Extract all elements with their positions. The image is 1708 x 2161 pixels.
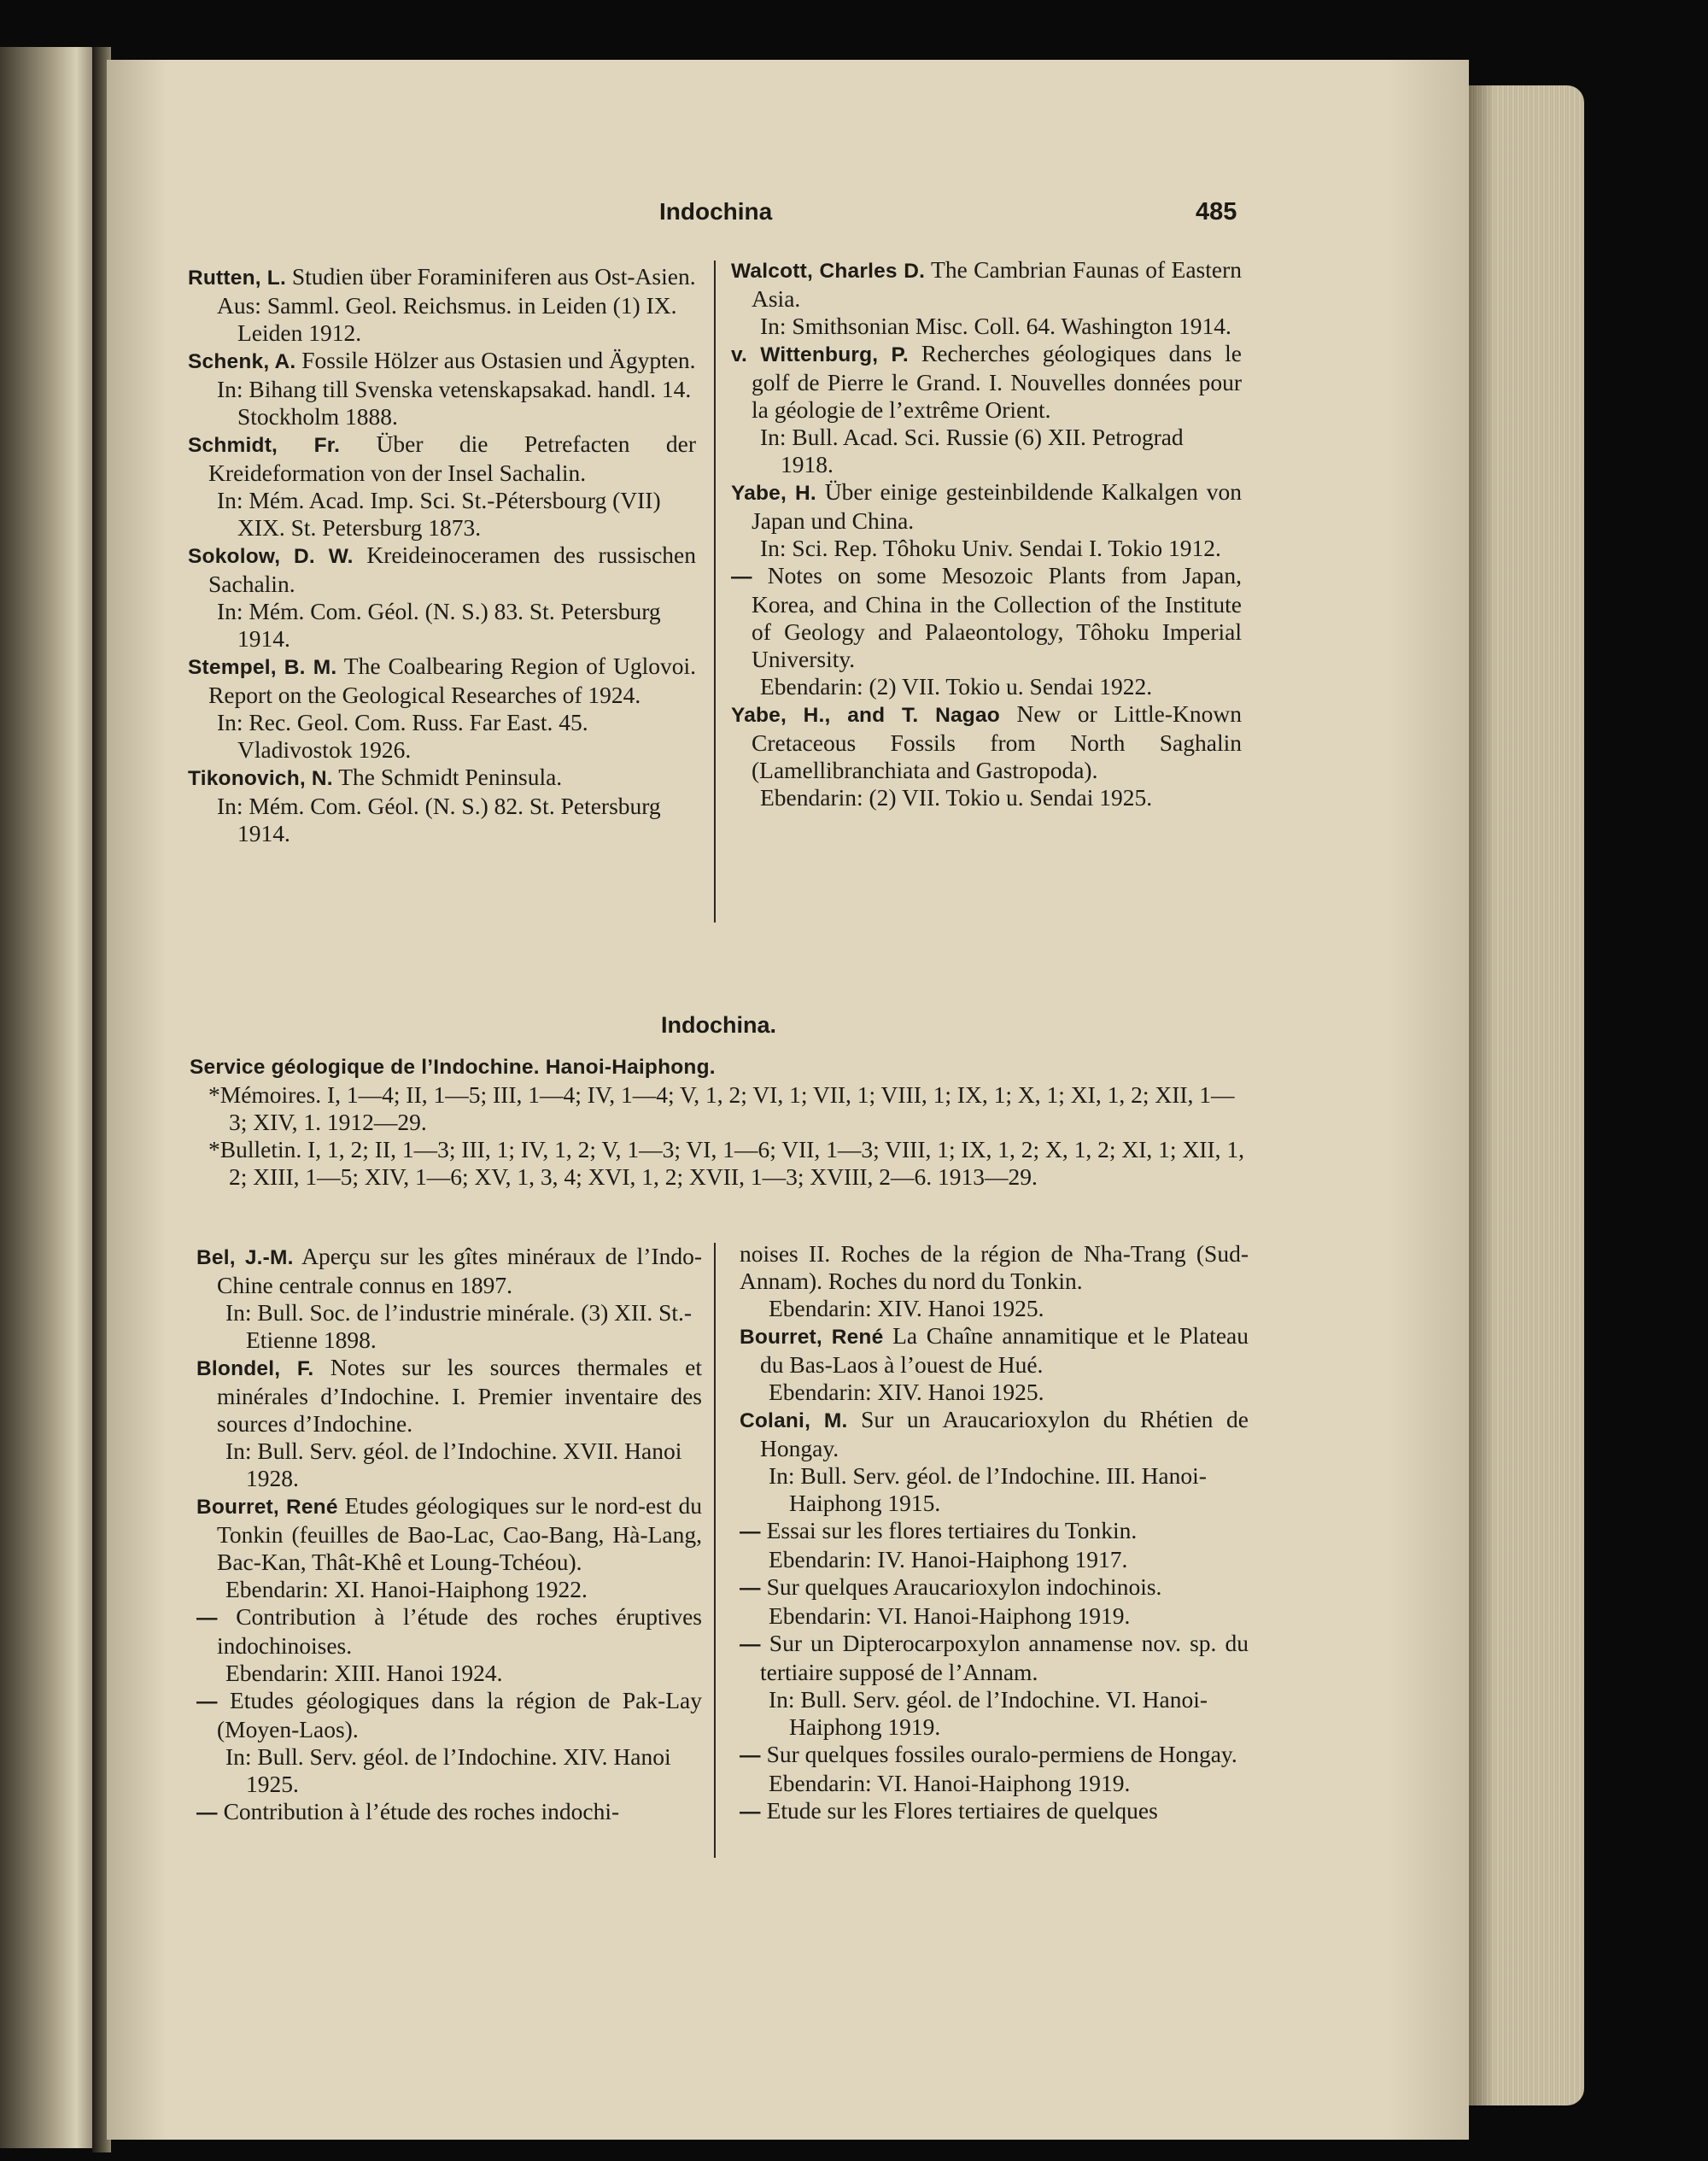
entry-source: Ebendarin: (2) VII. Tokio u. Sendai 1925. xyxy=(760,784,1153,811)
entry-source: In: Bihang till Svenska vetenskapsakad. handl. 14. Stockholm 1888. xyxy=(217,376,692,430)
bib-entry xyxy=(188,347,696,376)
bib-entry xyxy=(196,1492,702,1576)
facing-page-edge xyxy=(0,47,96,2148)
entry-title: La Chaîne annamitique et le Plateau du Bas-Laos à l’ouest de Hué. xyxy=(760,1322,1249,1378)
entry-author: — xyxy=(196,1690,218,1713)
entry-title: Notes sur les sources thermales et minérales d’Indochine. I. Premier inventaire des sources d’Indochine. xyxy=(217,1354,702,1437)
entry-source: In: Mém. Com. Géol. (N. S.) 83. St. Petersburg 1914. xyxy=(217,598,661,652)
entry-title: Notes on some Mesozoic Plants from Japan, Korea, and China in the Collection of the Institute of Geology and Palaeontology, Tôhoku Imperial University. xyxy=(752,562,1243,672)
entry-source: Ebendarin: VI. Hanoi-Haiphong 1919. xyxy=(769,1770,1131,1796)
bib-entry xyxy=(740,1630,1249,1686)
entry-source: In: Bull. Acad. Sci. Russie (6) XII. Petrograd 1918. xyxy=(760,424,1184,477)
entry-title: Etude sur les Flores tertiaires de quelques xyxy=(766,1797,1158,1824)
entry-title: Aperçu sur les gîtes minéraux de l’Indo-Chine centrale connus en 1897. xyxy=(217,1243,703,1298)
entry-title: Kreideinoceramen des russischen Sachalin. xyxy=(208,542,697,597)
entry-source: Ebendarin: (2) VII. Tokio u. Sendai 1922. xyxy=(760,673,1153,700)
entry-title: Sur quelques Araucarioxylon indochinois. xyxy=(766,1573,1162,1600)
bib-entry xyxy=(740,1322,1249,1379)
entry-author: Bel, J.-M. xyxy=(196,1246,294,1269)
entry-title: The Coalbearing Region of Uglovoi. Report on the Geological Researches of 1924. xyxy=(208,653,696,708)
bib-entry xyxy=(196,1687,702,1743)
bib-entry xyxy=(740,1573,1249,1602)
entry-title: Contribution à l’étude des roches éruptives indochinoises. xyxy=(217,1603,702,1659)
entry-title: Contribution à l’étude des roches indochi- xyxy=(223,1798,620,1824)
bib-entry xyxy=(731,700,1242,784)
top-left-column xyxy=(188,263,696,847)
entry-author: — xyxy=(740,1520,761,1543)
entry-source: In: Mém. Com. Géol. (N. S.) 82. St. Petersburg 1914. xyxy=(217,793,661,846)
entry-author: Yabe, H. xyxy=(731,482,816,505)
entry-source: Ebendarin: IV. Hanoi-Haiphong 1917. xyxy=(769,1546,1128,1572)
entry-source: Ebendarin: XIV. Hanoi 1925. xyxy=(769,1379,1044,1405)
entry-title: New or Little-Known Cretaceous Fossils from North Saghalin (Lamellibranchiata and Gastropoda). xyxy=(752,700,1243,783)
entry-title: Studien über Foraminiferen aus Ost-Asien. xyxy=(291,263,696,290)
entry-title: Recherches géologiques dans le golf de Pierre le Grand. I. Nouvelles données pour la géologie de l’extrême Orient. xyxy=(752,340,1242,423)
bib-entry xyxy=(740,1517,1249,1546)
service-bulletin: *Bulletin. I, 1, 2; II, 1—3; III, 1; IV, 1, 2; V, 1—3; VI, 1—6; VII, 1—3; VIII, 1; IX, 1, 2; X, 1, 2; XI, 1; XII, 1, 2; XIII, 1—5; XIV, 1—6; XV, 1, 3, 4; XVI, 1, 2; XVII, 1—3; XVIII, 2—6. 1913—29. xyxy=(208,1136,1244,1190)
entry-source: Aus: Samml. Geol. Reichsmus. in Leiden (1) IX. Leiden 1912. xyxy=(217,292,677,346)
bib-entry xyxy=(196,1798,702,1827)
entry-author: Sokolow, D. W. xyxy=(188,545,354,568)
service-block xyxy=(190,1052,1249,1191)
bib-entry xyxy=(188,263,696,292)
column-rule-bottom xyxy=(714,1243,716,1858)
entry-title: Über einige gesteinbildende Kalkalgen von Japan und China. xyxy=(752,478,1243,534)
entry-author: — xyxy=(740,1744,761,1767)
entry-author: v. Wittenburg, P. xyxy=(731,343,909,366)
entry-source: In: Bull. Serv. géol. de l’Indochine. XIV. Hanoi 1925. xyxy=(225,1743,671,1797)
top-right-column xyxy=(731,256,1242,811)
service-name: Service géologique de l’Indochine. Hanoi-Haiphong. xyxy=(190,1056,716,1079)
entry-source: Ebendarin: VI. Hanoi-Haiphong 1919. xyxy=(769,1602,1131,1629)
entry-author: Yabe, H., and T. Nagao xyxy=(731,704,1000,727)
entry-source: In: Bull. Serv. géol. de l’Indochine. VI. Hanoi-Haiphong 1919. xyxy=(769,1686,1208,1740)
entry-author: Stempel, B. M. xyxy=(188,656,337,679)
entry-author: Colani, M. xyxy=(740,1409,848,1432)
entry-author: Bourret, René xyxy=(740,1326,884,1349)
bib-entry xyxy=(188,430,696,487)
running-head-title: Indochina xyxy=(659,198,773,225)
bib-entry xyxy=(731,562,1242,673)
entry-author: — xyxy=(740,1633,761,1656)
continued-entry-text: noises II. Roches de la région de Nha-Trang (Sud-Annam). Roches du nord du Tonkin. xyxy=(740,1240,1249,1294)
entry-author: — xyxy=(196,1801,218,1824)
entry-source: Ebendarin: XI. Hanoi-Haiphong 1922. xyxy=(225,1576,588,1602)
entry-source: In: Sci. Rep. Tôhoku Univ. Sendai I. Tokio 1912. xyxy=(760,535,1221,561)
entry-author: Schmidt, Fr. xyxy=(188,434,341,457)
page-stack-shadow xyxy=(1469,85,1494,2105)
entry-source: Ebendarin: XIII. Hanoi 1924. xyxy=(225,1660,503,1686)
continued-entry-source: Ebendarin: XIV. Hanoi 1925. xyxy=(769,1295,1044,1321)
entry-title: The Cambrian Faunas of Eastern Asia. xyxy=(752,256,1242,312)
entry-title: Sur quelques fossiles ouralo-permiens de Hongay. xyxy=(766,1741,1237,1767)
entry-title: Über die Petrefacten der Kreideformation von der Insel Sachalin. xyxy=(208,430,697,486)
bib-entry xyxy=(196,1354,702,1438)
entry-title: Fossile Hölzer aus Ostasien und Ägypten. xyxy=(301,347,696,373)
entry-title: Sur un Dipterocarpoxylon annamense nov. sp. du tertiaire supposé de l’Annam. xyxy=(760,1630,1249,1685)
bib-entry xyxy=(731,256,1242,313)
entry-title: Etudes géologiques dans la région de Pak-Lay (Moyen-Laos). xyxy=(217,1687,702,1742)
service-memoires: *Mémoires. I, 1—4; II, 1—5; III, 1—4; IV, 1—4; V, 1, 2; VI, 1; VII, 1; VIII, 1; IX, 1; X, 1; XI, 1, 2; XII, 1—3; XIV, 1. 1912—29. xyxy=(208,1081,1235,1135)
entry-source: In: Rec. Geol. Com. Russ. Far East. 45. Vladivostok 1926. xyxy=(217,709,588,763)
entry-author: Tikonovich, N. xyxy=(188,767,333,790)
entry-source: In: Smithsonian Misc. Coll. 64. Washington 1914. xyxy=(760,313,1231,339)
bib-entry xyxy=(196,1243,702,1299)
entry-source: In: Mém. Acad. Imp. Sci. St.-Pétersbourg (VII) XIX. St. Petersburg 1873. xyxy=(217,487,661,541)
bottom-left-column xyxy=(196,1243,702,1827)
entry-author: Schenk, A. xyxy=(188,350,296,373)
entry-author: — xyxy=(740,1801,761,1824)
entry-author: — xyxy=(740,1577,761,1600)
page-number: 485 xyxy=(1196,198,1237,225)
bib-entry xyxy=(740,1406,1249,1462)
bib-entry xyxy=(188,542,696,598)
entry-author: — xyxy=(731,565,752,589)
bib-entry xyxy=(740,1797,1249,1826)
entry-source: In: Bull. Serv. géol. de l’Indochine. XVII. Hanoi 1928. xyxy=(225,1438,682,1491)
entry-author: Bourret, René xyxy=(196,1496,338,1519)
bib-entry xyxy=(731,478,1242,535)
entry-source: In: Bull. Serv. géol. de l’Indochine. III. Hanoi-Haiphong 1915. xyxy=(769,1462,1207,1516)
column-rule-top xyxy=(714,261,716,922)
bib-entry xyxy=(196,1603,702,1660)
bottom-right-column xyxy=(740,1240,1249,1826)
entry-source: In: Bull. Soc. de l’industrie minérale. (3) XII. St.-Etienne 1898. xyxy=(225,1299,693,1353)
bottom-right-entries xyxy=(740,1322,1249,1826)
entry-title: Etudes géologiques sur le nord-est du Tonkin (feuilles de Bao-Lac, Cao-Bang, Hà-Lang, Bac-Kan, Thât-Khê et Loung-Tchéou). xyxy=(217,1492,702,1575)
entry-author: Walcott, Charles D. xyxy=(731,260,926,283)
bib-entry xyxy=(740,1741,1249,1770)
entry-author: Blondel, F. xyxy=(196,1357,314,1380)
bib-entry xyxy=(731,340,1242,424)
entry-author: Rutten, L. xyxy=(188,266,286,290)
section-title: Indochina. xyxy=(661,1012,776,1038)
bib-entry xyxy=(188,653,696,709)
bib-entry xyxy=(188,764,696,793)
entry-title: Essai sur les flores tertiaires du Tonkin. xyxy=(766,1517,1138,1543)
entry-author: — xyxy=(196,1607,218,1630)
entry-title: The Schmidt Peninsula. xyxy=(338,764,563,790)
entry-title: Sur un Araucarioxylon du Rhétien de Hongay. xyxy=(760,1406,1249,1461)
